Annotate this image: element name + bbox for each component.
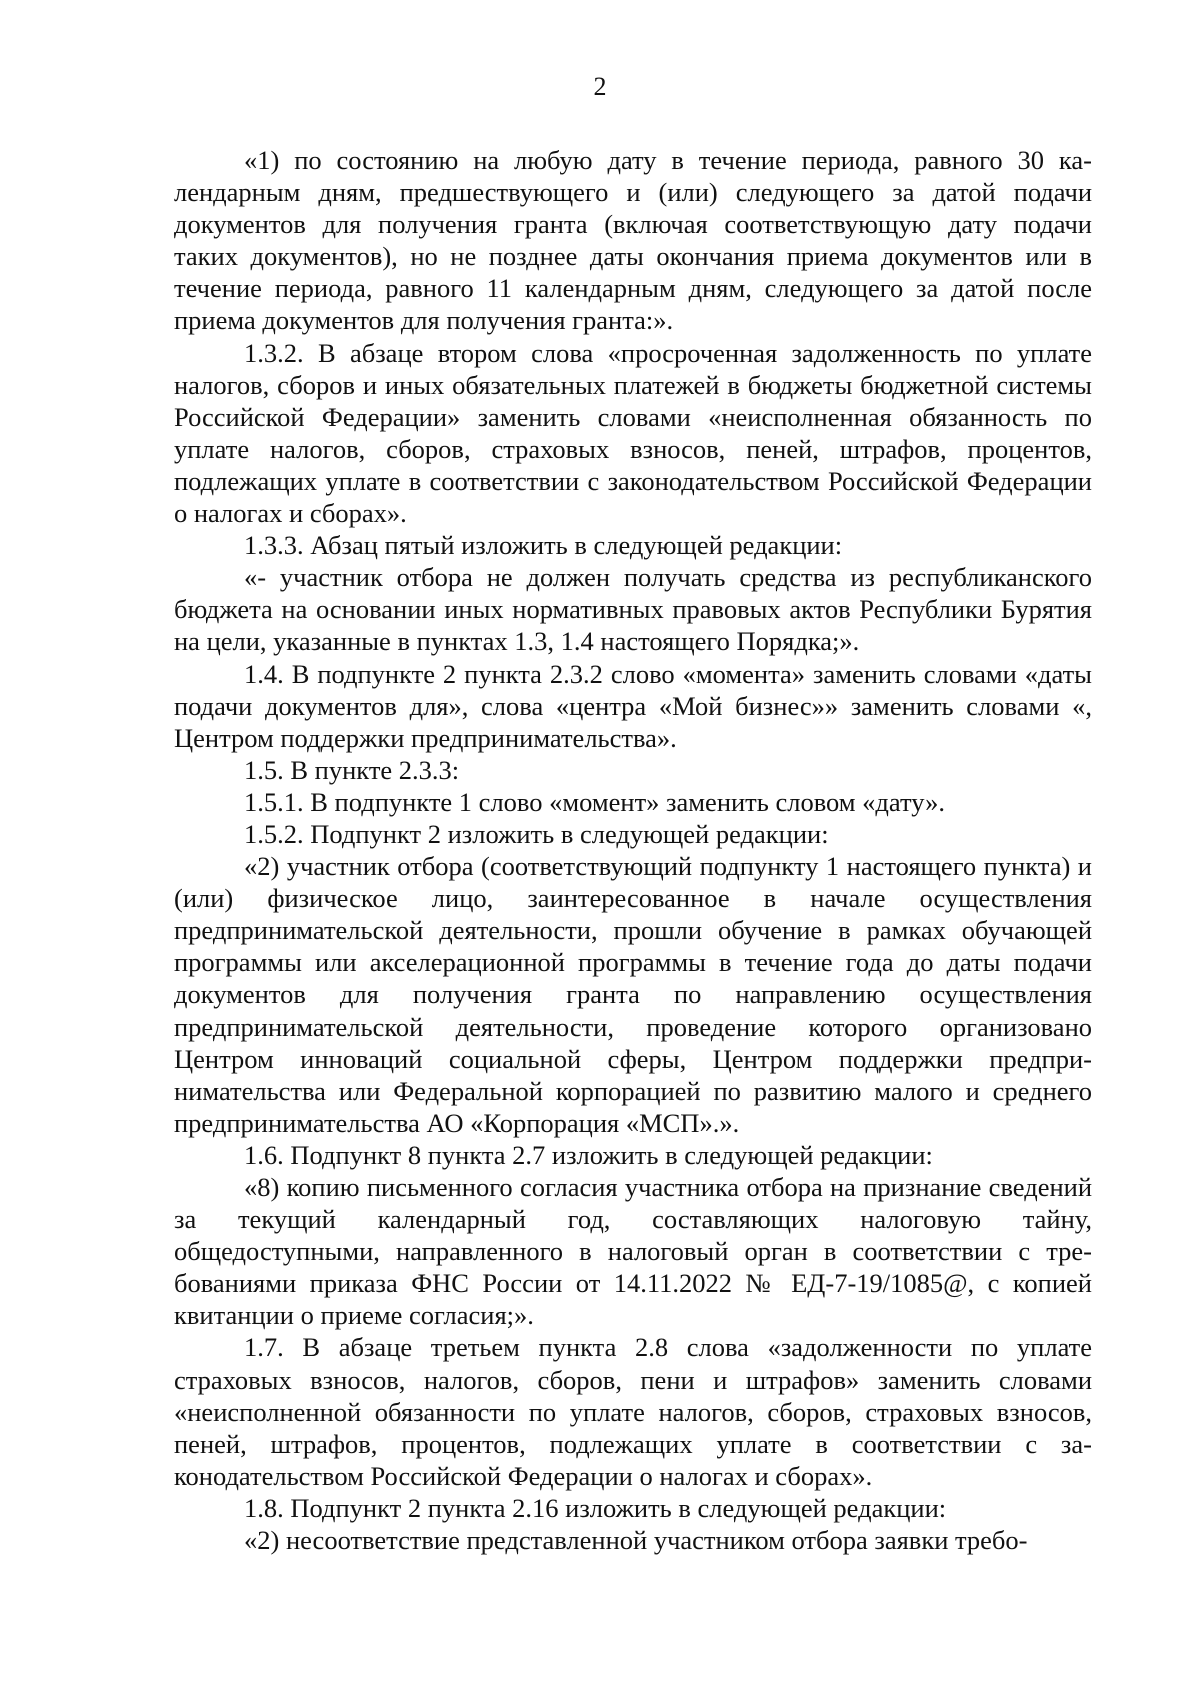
paragraph-14: «2) несоответствие представленной участником отбора заявки требо-	[244, 1525, 1028, 1556]
paragraph-2: 1.3.2. В абзаце втором слова «просроченная задолженность по уплате налогов, сборов и иных обязательных платежей в бюджеты бюджетной системы Российской Федерации» заменить словами «неисполненная обязанность по уплате налогов, сборов, страховых взносов, пеней, штрафов, процентов, подлежащих уплате в соответствии с законодательством Российской Федерации о налогах и сборах».	[174, 337, 1092, 529]
paragraph-7: 1.5.1. В подпункте 1 слово «момент» заменить словом «дату».	[244, 786, 946, 817]
paragraph-9: «2) участник отбора (соответствующий подпункту 1 настоящего пункта) и (или) физическое лицо, заинтересованное в начале осуществления предпринимательской деятельности, прошли обучение в рамках обучающей программы или акселерационной программы в течение года до даты подачи документов для получения гранта по направлению осуществления предпринимательской деятельности, проведение которого организовано Центром инноваций социальной сферы, Центром поддержки предпринимательства или Федеральной корпорацией по развитию малого и среднего предпринимательства АО «Корпорация «МСП».».	[174, 851, 1092, 1138]
paragraph-6: 1.5. В пункте 2.3.3:	[244, 754, 460, 785]
paragraph-1: «1) по состоянию на любую дату в течение периода, равного 30 календарным дням, предшествующего и (или) следующего за датой подачи документов для получения гранта (включая соответствующую дату подачи таких документов), но не позднее даты окончания приема документов или в течение периода, равного 11 календарным дням, следующего за датой после приема документов для получения гранта:».	[174, 145, 1092, 336]
document-body	[174, 144, 1092, 1556]
paragraph-11: «8) копию письменного согласия участника отбора на признание сведений за текущий календарный год, составляющих налоговую тайну, общедоступными, направленного в налоговый орган в соответствии с требованиями приказа ФНС России от 14.11.2022 № ЕД-7-19/1085@, с копией квитанции о приеме согласия;».	[174, 1172, 1092, 1331]
paragraph-3: 1.3.3. Абзац пятый изложить в следующей редакции:	[244, 530, 843, 561]
page-number: 2	[593, 72, 607, 101]
paragraph-5: 1.4. В подпункте 2 пункта 2.3.2 слово «момента» заменить словами «даты подачи документов для», слова «центра «Мой бизнес»» заменить словами «, Центром поддержки предпринимательства».	[174, 658, 1092, 753]
paragraph-13: 1.8. Подпункт 2 пункта 2.16 изложить в следующей редакции:	[244, 1492, 947, 1523]
paragraph-4: «- участник отбора не должен получать средства из республиканского бюджета на основании иных нормативных правовых актов Республики Бурятия на цели, указанные в пунктах 1.3, 1.4 настоящего Порядка;».	[174, 562, 1092, 657]
paragraph-10: 1.6. Подпункт 8 пункта 2.7 изложить в следующей редакции:	[244, 1139, 933, 1170]
paragraph-12: 1.7. В абзаце третьем пункта 2.8 слова «задолженности по уплате страховых взносов, налогов, сборов, пени и штрафов» заменить словами «неисполненной обязанности по уплате налогов, сборов, страховых взносов, пеней, штрафов, процентов, подлежащих уплате в соответствии с законодательством Российской Федерации о налогах и сборах».	[174, 1332, 1092, 1491]
paragraph-8: 1.5.2. Подпункт 2 изложить в следующей редакции:	[244, 818, 829, 849]
